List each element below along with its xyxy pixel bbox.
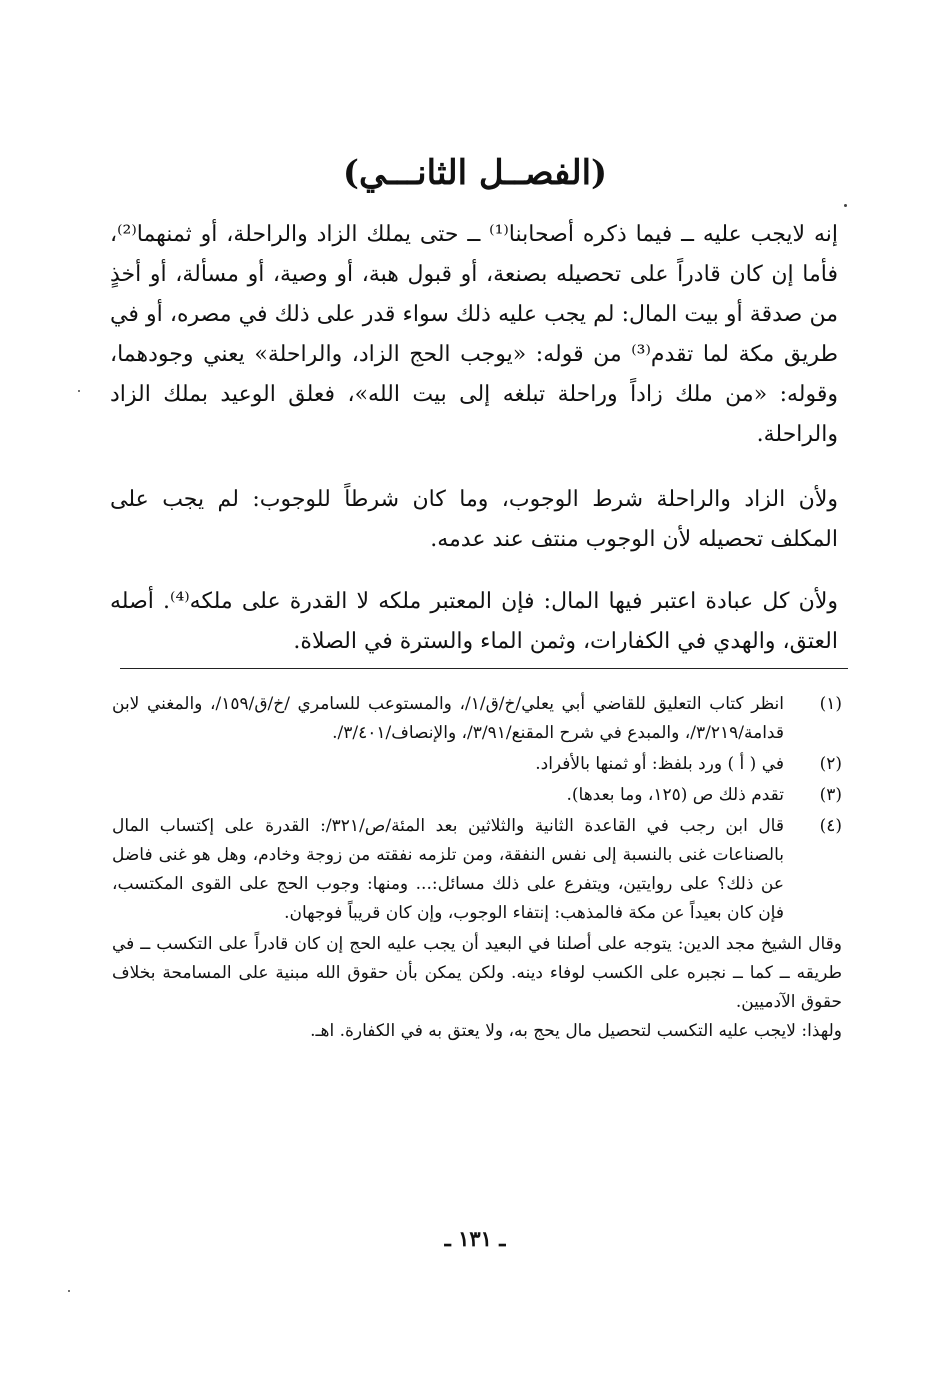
footnote-item: [112, 781, 842, 810]
body-paragraph-1: إنه لايجب عليه ــ فيما ذكره أصحابنا⁽¹⁾ ــ حتى يملك الزاد والراحلة، أو ثمنهما⁽²⁾، فأما إن كان قادراً على تحصيله بصنعة، أو قبول هبة، أو وصية، أو مسألة، أو أخذٍ من صدقة أو بيت المال: لم يجب عليه ذلك سواء قدر على ذلك في مصره، أو في طريق مكة لما تقدم⁽³⁾ من قوله: «يوجب الحج الزاد، والراحلة» يعني وجودهما، وقوله: «من ملك زاداً وراحلة تبلغه إلى بيت الله»، فعلق الوعيد بملك الزاد والراحلة.: [110, 222, 838, 447]
scan-speck: [78, 390, 80, 392]
footnotes-section: [112, 690, 842, 1046]
footnote-item: [112, 750, 842, 779]
chapter-title: (الفصــل الثانـــي): [342, 153, 608, 193]
body-paragraph-2: ولأن الزاد والراحلة شرط الوجوب، وما كان شرطاً للوجوب: لم يجب على المكلف تحصيله لأن الوجوب منتف عند عدمه.: [110, 487, 838, 552]
footnote-item: [112, 812, 842, 928]
footnote-number: (٤): [819, 816, 842, 836]
footnote-continuation: وقال الشيخ مجد الدين: يتوجه على أصلنا في البعيد أن يجب عليه الحج إن كان قادراً على التكسب ــ في طريقه ــ كما ــ نجبره على الكسب لوفاء دينه. ولكن يمكن بأن حقوق الله مبنية على المسامحة بخلاف حقوق الآدميين.: [112, 934, 842, 1012]
footnote-separator: [120, 668, 848, 669]
footnote-item: [112, 690, 842, 748]
body-paragraph-3: ولأن كل عبادة اعتبر فيها المال: فإن المعتبر ملكه لا القدرة على ملكه⁽⁴⁾. أصله العتق، والهدي في الكفارات، وثمن الماء والسترة في الصلاة.: [110, 589, 839, 654]
footnote-text: تقدم ذلك ص (١٢٥، وما بعدها).: [566, 785, 784, 805]
footnote-number: (٣): [819, 785, 842, 805]
footnote-number: (١): [819, 694, 842, 714]
footnote-continuation: ولهذا: لايجب عليه التكسب لتحصيل مال يحج به، ولا يعتق به في الكفارة. اهـ.: [310, 1021, 842, 1041]
footnote-number: (٢): [819, 754, 842, 774]
footnote-text: انظر كتاب التعليق للقاضي أبي يعلي/خ/ق/١/، والمستوعب للسامري /خ/ق/١٥٩/، والمغني لابن قدامة/٣/٢١٩/، والمبدع في شرح المقنع/٣/٩١/، والإنصاف/٣/٤٠١/.: [112, 694, 784, 743]
footnote-text: قال ابن رجب في القاعدة الثانية والثلاثين بعد المئة/ص/٣٢١/: القدرة على إكتساب المال بالصناعات غنى بالنسبة إلى نفس النفقة، ومن تلزمه نفقته من زوجة وخادم، وهل هو غنى فاضل عن ذلك؟ على روايتين، ويتفرع على ذلك مسائل:... ومنها: وجوب الحج على القوى المكتسب، فإن كان بعيداً عن مكة فالمذهب: إنتفاء الوجوب، وإن كان قريباً فوجهان.: [112, 816, 784, 923]
scan-speck: [68, 1290, 70, 1292]
scan-speck: [844, 204, 847, 207]
page-number: ـ ١٣١ ـ: [444, 1226, 506, 1251]
footnote-text: في ( أ ) ورد بلفظ: أو ثمنها بالأفراد.: [535, 754, 784, 774]
